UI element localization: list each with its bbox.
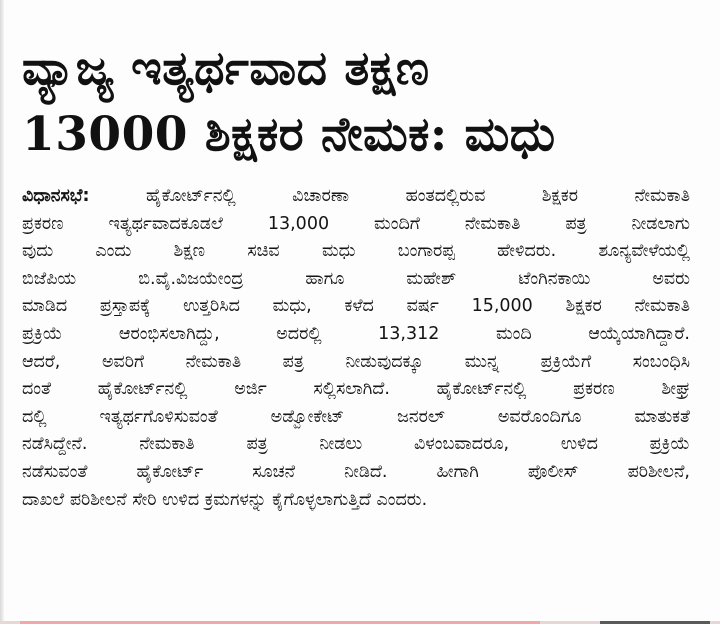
headline-line-1: ವ್ಯಾಜ್ಯ ಇತ್ಯರ್ಥವಾದ ತಕ್ಷಣ (22, 41, 430, 96)
body-line-7: ಆದರೆ, ಅವರಿಗೆ ನೇಮಕಾತಿ ಪತ್ರ ನೀಡುವುದಕ್ಕೂ ಮುನ್ನ ಪ್ರಕ್ರಿಯೆಗೆ ಸಂಬಂಧಿಸಿ (22, 351, 690, 372)
body-line-9: ದಲ್ಲಿ ಇತ್ಯರ್ಥಗೊಳಿಸುವಂತೆ ಅಡ್ವೋಕೇಟ್ ಜನರಲ್ ಅವರೊಂದಿಗೂ ಮಾತುಕತೆ (22, 406, 690, 427)
body-line-1-text: ಹೈಕೋರ್ಟ್‌ನಲ್ಲಿ ವಿಚಾರಣಾ ಹಂತದಲ್ಲಿರುವ ಶಿಕ್ಷಕರ ನೇಮಕಾತಿ (89, 186, 690, 206)
body-line-1 (22, 183, 690, 211)
body-line-5: ಮಾಡಿದ ಪ್ರಸ್ತಾಪಕ್ಕೆ ಉತ್ತರಿಸಿದ ಮಧು, ಕಳೆದ ವರ್ಷ 15,000 ಶಿಕ್ಷಕರ ನೇಮಕಾತಿ (22, 296, 690, 317)
scan-edge-shadow (0, 0, 4, 624)
body-line-11: ನಡೆಸುವಂತೆ ಹೈಕೋರ್ಟ್ ಸೂಚನೆ ನೀಡಿದೆ. ಹೀಗಾಗಿ ಪೊಲೀಸ್ ಪರಿಶೀಲನೆ, (22, 461, 690, 482)
article-body (22, 183, 690, 514)
body-line-3: ವುದು ಎಂದು ಶಿಕ್ಷಣ ಸಚಿವ ಮಧು ಬಂಗಾರಪ್ಪ ಹೇಳಿದರು. ಶೂನ್ಯವೇಳೆಯಲ್ಲಿ (22, 241, 690, 262)
body-line-2: ಪ್ರಕರಣ ಇತ್ಯರ್ಥವಾದಕೂಡಲೆ 13,000 ಮಂದಿಗೆ ನೇಮಕಾತಿ ಪತ್ರ ನೀಡಲಾಗು (22, 213, 690, 234)
article-headline (22, 36, 712, 168)
headline-line-2: 13000 ಶಿಕ್ಷಕರ ನೇಮಕ: ಮಧು (22, 107, 556, 162)
body-line-8: ದಂತೆ ಹೈಕೋರ್ಟ್‌ನಲ್ಲಿ ಅರ್ಜಿ ಸಲ್ಲಿಸಲಾಗಿದೆ. ಹೈಕೋರ್ಟ್‌ನಲ್ಲಿ ಪ್ರಕರಣ ಶೀಘ್ರ (22, 379, 690, 400)
body-line-12: ದಾಖಲೆ ಪರಿಶೀಲನೆ ಸೇರಿ ಉಳಿದ ಕ್ರಮಗಳನ್ನು ಕೈಗೊಳ್ಳಲಾಗುತ್ತಿದೆ ಎಂದರು. (22, 489, 428, 510)
body-line-4: ಬಿಜೆಪಿಯ ಬಿ.ವೈ.ವಿಜಯೇಂದ್ರ ಹಾಗೂ ಮಹೇಶ್ ಟೆಂಗಿನಕಾಯಿ ಅವರು (22, 268, 690, 289)
body-line-6: ಪ್ರಕ್ರಿಯೆ ಆರಂಭಿಸಲಾಗಿದ್ದು, ಅದರಲ್ಲಿ 13,312 ಮಂದಿ ಆಯ್ಕೆಯಾಗಿದ್ದಾರೆ. (22, 323, 690, 344)
body-line-10: ನಡೆಸಿದ್ದೇನೆ. ನೇಮಕಾತಿ ಪತ್ರ ನೀಡಲು ವಿಳಂಬವಾದರೂ, ಉಳಿದ ಪ್ರಕ್ರಿಯೆ (22, 434, 690, 455)
dateline: ವಿಧಾನಸಭೆ: (22, 186, 90, 206)
